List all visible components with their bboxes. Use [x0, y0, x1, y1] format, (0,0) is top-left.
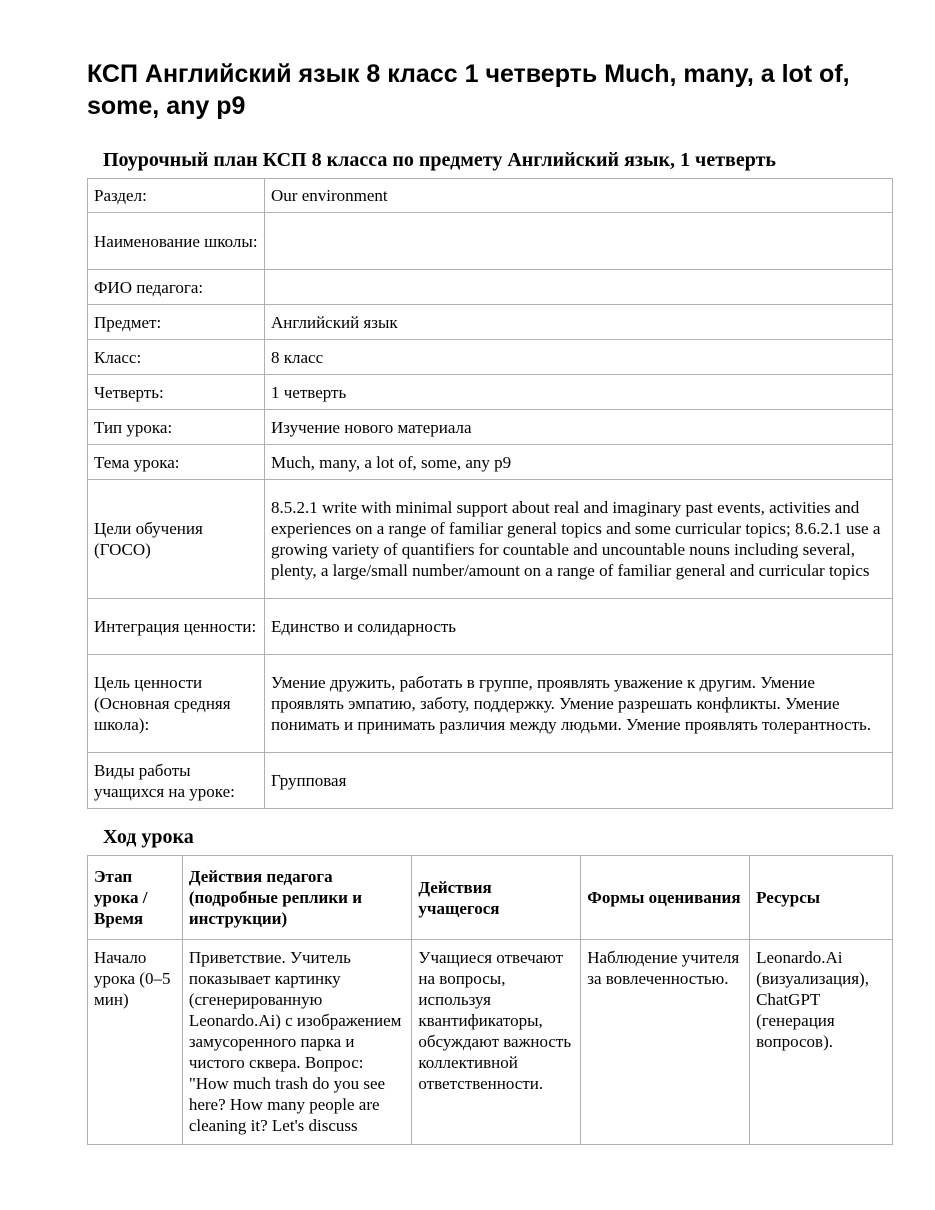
column-header-resources: Ресурсы	[750, 856, 893, 940]
table-row	[88, 480, 893, 599]
info-label: Интеграция ценности:	[88, 599, 265, 655]
info-label: Цели обучения (ГОСО)	[88, 480, 265, 599]
info-value: Единство и солидарность	[265, 599, 893, 655]
info-value: Умение дружить, работать в группе, проявлять уважение к другим. Умение проявлять эмпатию, заботу, поддержку. Умение разрешать конфликты. Умение понимать и принимать различия между людьми. Умение проявлять толерантность.	[265, 655, 893, 753]
table-header-row	[88, 856, 893, 940]
table-row	[88, 599, 893, 655]
info-label: ФИО педагога:	[88, 270, 265, 305]
table-row	[88, 655, 893, 753]
info-value: 8 класс	[265, 340, 893, 375]
info-label: Четверть:	[88, 375, 265, 410]
cell-teacher-actions: Приветствие. Учитель показывает картинку (сгенерированную Leonardo.Ai) с изображением замусоренного парка и чистого сквера. Вопрос: "How much trash do you see here? How many people are cleaning it? Let's discuss	[182, 940, 412, 1145]
document-title: КСП Английский язык 8 класс 1 четверть Much, many, a lot of, some, any p9	[87, 60, 850, 120]
info-value: Групповая	[265, 753, 893, 809]
info-value: 8.5.2.1 write with minimal support about real and imaginary past events, activities and experiences on a range of familiar general topics and some curricular topics; 8.6.2.1 use a growing variety of quantifiers for countable and uncountable nouns including several, plenty, a large/small number/amount on a range of familiar general and curricular topics	[265, 480, 893, 599]
flow-heading: Ход урока	[103, 826, 194, 848]
info-value	[265, 270, 893, 305]
table-row	[88, 445, 893, 480]
column-header-teacher: Действия педагога (подробные реплики и инструкции)	[182, 856, 412, 940]
table-row	[88, 410, 893, 445]
table-row	[88, 375, 893, 410]
document-page	[87, 58, 893, 1145]
plan-heading: Поурочный план КСП 8 класса по предмету Английский язык, 1 четверть	[103, 149, 776, 171]
cell-stage: Начало урока (0–5 мин)	[88, 940, 183, 1145]
table-row	[88, 940, 893, 1145]
spacer	[87, 809, 893, 825]
info-label: Тип урока:	[88, 410, 265, 445]
info-label: Класс:	[88, 340, 265, 375]
info-label: Виды работы учащихся на уроке:	[88, 753, 265, 809]
column-header-stage: Этап урока / Время	[88, 856, 183, 940]
cell-student-actions: Учащиеся отвечают на вопросы, используя квантификаторы, обсуждают важность коллективной ответственности.	[412, 940, 581, 1145]
cell-assessment: Наблюдение учителя за вовлеченностью.	[581, 940, 750, 1145]
info-value: Изучение нового материала	[265, 410, 893, 445]
info-label: Раздел:	[88, 179, 265, 213]
info-value: Much, many, a lot of, some, any p9	[265, 445, 893, 480]
info-value: Английский язык	[265, 305, 893, 340]
table-row	[88, 340, 893, 375]
lesson-info-table	[87, 178, 893, 809]
table-row	[88, 213, 893, 270]
info-label: Наименование школы:	[88, 213, 265, 270]
table-row	[88, 179, 893, 213]
info-label: Предмет:	[88, 305, 265, 340]
info-value: Our environment	[265, 179, 893, 213]
info-label: Цель ценности (Основная средняя школа):	[88, 655, 265, 753]
column-header-student: Действия учащегося	[412, 856, 581, 940]
table-row	[88, 270, 893, 305]
table-row	[88, 305, 893, 340]
cell-resources: Leonardo.Ai (визуализация), ChatGPT (генерация вопросов).	[750, 940, 893, 1145]
table-row	[88, 753, 893, 809]
info-value	[265, 213, 893, 270]
column-header-assessment: Формы оценивания	[581, 856, 750, 940]
info-label: Тема урока:	[88, 445, 265, 480]
lesson-flow-table	[87, 855, 893, 1145]
info-value: 1 четверть	[265, 375, 893, 410]
